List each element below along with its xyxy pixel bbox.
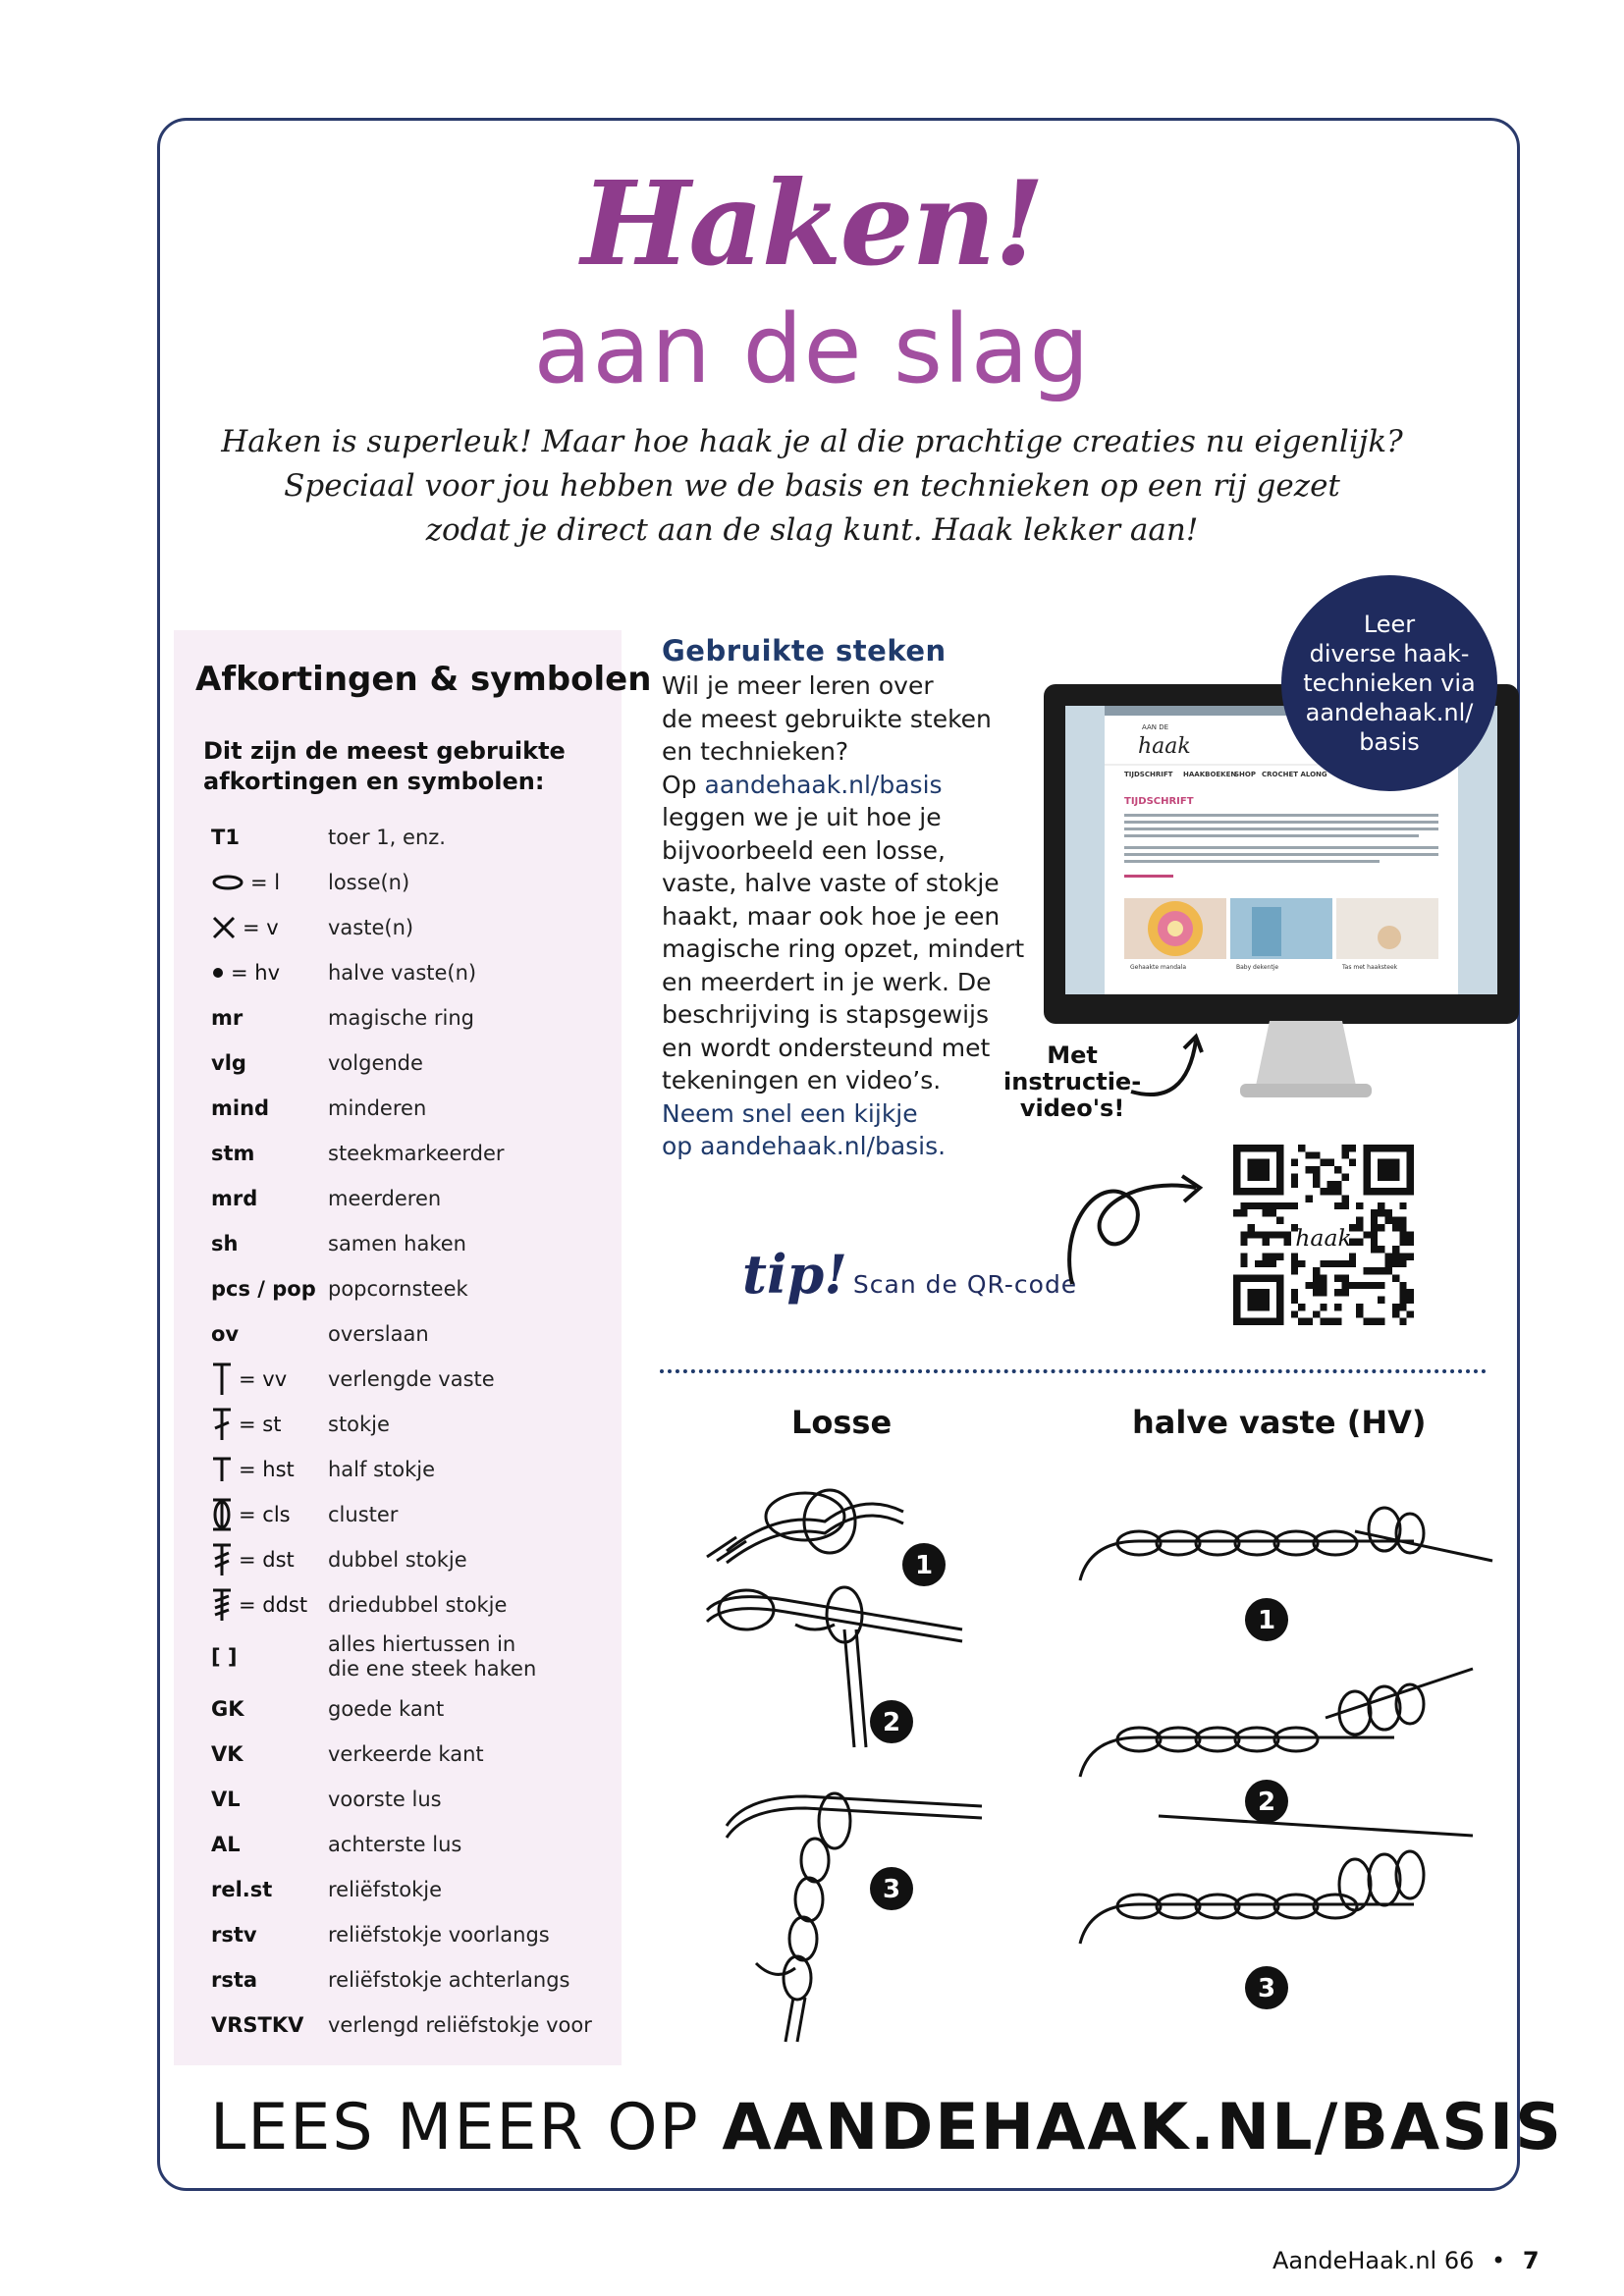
abbreviation-key	[211, 1582, 307, 1628]
abbreviation-meaning: popcornsteek	[328, 1276, 468, 1301]
abbreviation-meaning: driedubbel stokje	[328, 1592, 508, 1617]
abbreviation-key	[211, 1266, 316, 1311]
abbreviation-key	[211, 1176, 257, 1221]
abbreviation-meaning: verkeerde kant	[328, 1741, 484, 1766]
abbreviation-key	[211, 1221, 238, 1266]
abbreviation-key-text: pcs / pop	[211, 1277, 316, 1301]
abbreviation-key	[211, 860, 280, 905]
abbreviation-key	[211, 1732, 244, 1777]
steken-line: beschrijving is stapsgewijs	[662, 1000, 990, 1029]
site-heading: TIJDSCHRIFT	[1124, 796, 1194, 807]
abbreviation-row	[174, 1311, 622, 1357]
abbreviations-lead	[203, 736, 566, 797]
abbreviation-row	[174, 1686, 622, 1732]
abbreviation-row	[174, 815, 622, 860]
abbreviation-key	[211, 950, 280, 995]
abbreviations-panel	[174, 630, 652, 2065]
abbreviation-meaning: meerderen	[328, 1186, 442, 1210]
abbreviation-row	[174, 1822, 622, 1867]
abbreviation-meaning: cluster	[328, 1502, 399, 1526]
abbreviation-key	[211, 1912, 257, 1957]
abbreviation-meaning: minderen	[328, 1095, 427, 1120]
abbreviation-key	[211, 1086, 269, 1131]
dotted-divider	[660, 1369, 1487, 1373]
t-one-slash-icon	[211, 1407, 239, 1442]
step-number: 1	[1257, 1606, 1276, 1635]
steken-line: tekeningen en video’s.	[662, 1066, 942, 1095]
abbreviation-meaning: achterste lus	[328, 1832, 462, 1856]
page-subtitle: aan de slag	[533, 294, 1091, 404]
steken-link[interactable]: Neem snel een kijkje	[662, 1098, 918, 1128]
abbreviation-row	[174, 860, 622, 905]
dot-icon	[211, 966, 231, 980]
intro-text	[216, 420, 1408, 553]
abbreviation-key	[211, 1628, 238, 1686]
abbreviation-row	[174, 1041, 622, 1086]
losse-diagram	[687, 1453, 1041, 2052]
abbreviation-key-text: = v	[243, 916, 279, 939]
abbreviation-key	[211, 1686, 244, 1732]
monitor-stand	[1240, 1021, 1372, 1099]
abbreviation-key-text: = hst	[239, 1458, 295, 1481]
badge-line: Leer	[1363, 611, 1416, 638]
abbreviation-meaning-line: die ene steek haken	[328, 1657, 537, 1681]
abbreviation-key-text: mr	[211, 1006, 244, 1030]
abbreviation-row	[174, 1732, 622, 1777]
abbreviation-key	[211, 1311, 239, 1357]
abbreviation-row	[174, 1957, 622, 2002]
abbreviation-key	[211, 995, 243, 1041]
abbreviation-row	[174, 1221, 622, 1266]
abbreviation-key	[211, 1777, 241, 1822]
step-number: 3	[1257, 1974, 1276, 2003]
abbreviation-key-text: [ ]	[211, 1645, 238, 1669]
abbreviation-key-text: stm	[211, 1142, 255, 1165]
steken-line	[662, 1130, 1074, 1163]
abbreviation-key	[211, 1957, 257, 2002]
abbreviation-row	[174, 1492, 622, 1537]
badge-line: basis	[1359, 728, 1420, 756]
abbreviation-key-text: ov	[211, 1322, 240, 1346]
abbreviation-row	[174, 1537, 622, 1582]
abbreviation-meaning: half stokje	[328, 1457, 436, 1481]
steken-line: vaste, halve vaste of stokje	[662, 869, 1000, 897]
video-label-line: video's!	[1019, 1095, 1125, 1122]
footer-separator: •	[1491, 2247, 1506, 2274]
site-logo-top: AAN DE	[1142, 723, 1169, 731]
abbreviation-key-text: mrd	[211, 1187, 258, 1210]
abbreviation-meaning: reliëfstokje achterlangs	[328, 1967, 570, 1992]
intro-line: zodat je direct aan de slag kunt. Haak lekker aan!	[425, 512, 1199, 548]
video-label	[1003, 1042, 1141, 1122]
abbreviation-key-text: rstv	[211, 1923, 257, 1947]
abbreviation-row	[174, 1266, 622, 1311]
abbreviation-key-text: = cls	[239, 1503, 291, 1526]
abbreviation-key-text: = st	[239, 1413, 282, 1436]
abbreviation-meaning: samen haken	[328, 1231, 466, 1255]
steken-line: bijvoorbeeld een losse,	[662, 835, 946, 865]
abbreviation-key-text: sh	[211, 1232, 239, 1255]
abbreviation-meaning: goede kant	[328, 1696, 445, 1721]
footer-callout	[210, 2091, 1563, 2164]
abbreviation-row	[174, 905, 622, 950]
abbreviation-meaning: stokje	[328, 1412, 390, 1436]
abbreviations-heading: Afkortingen & symbolen	[195, 660, 652, 699]
cluster-icon	[211, 1497, 239, 1532]
cross-icon	[211, 915, 243, 940]
page-footer	[1272, 2247, 1540, 2274]
abbreviation-key-text: rsta	[211, 1968, 258, 1992]
abbreviation-key-text: T1	[211, 826, 240, 849]
abbreviation-row	[174, 1402, 622, 1447]
abbreviation-key	[211, 1537, 295, 1582]
hv-title: halve vaste (HV)	[1132, 1404, 1427, 1441]
abbreviation-row	[174, 1777, 622, 1822]
abbreviation-meaning: toer 1, enz.	[328, 825, 446, 849]
abbreviation-meaning: magische ring	[328, 1005, 474, 1030]
intro-line: Haken is superleuk! Maar hoe haak je al die prachtige creaties nu eigenlijk?	[221, 424, 1403, 459]
video-label-line: Met	[1047, 1041, 1098, 1069]
abbreviation-key	[211, 1131, 254, 1176]
abbreviation-key-text: = ddst	[239, 1593, 308, 1617]
footer-pre: LEES MEER OP	[210, 2091, 723, 2164]
abbreviation-meaning: voorste lus	[328, 1787, 442, 1811]
abbreviation-row	[174, 2002, 622, 2048]
tip-label: tip!	[742, 1243, 847, 1306]
tip-text: Scan de QR-code	[852, 1270, 1078, 1299]
steken-link[interactable]: op aandehaak.nl/basis.	[662, 1132, 947, 1160]
page-number: 7	[1522, 2247, 1540, 2274]
tall-t-icon	[211, 1362, 239, 1397]
abbreviation-row	[174, 1176, 622, 1221]
step-number: 3	[882, 1875, 901, 1904]
abbreviation-key	[211, 1492, 291, 1537]
abbreviation-row	[174, 1086, 622, 1131]
abbreviation-key	[211, 1822, 241, 1867]
abbreviation-key	[211, 1402, 281, 1447]
lead-line: Dit zijn de meest gebruikte	[203, 737, 566, 765]
site-card-label: Baby dekentje	[1236, 964, 1279, 971]
abbreviation-row	[174, 1357, 622, 1402]
abbreviation-meaning: vaste(n)	[328, 915, 414, 939]
abbreviation-row	[174, 1912, 622, 1957]
loop-arrow-icon	[1058, 1166, 1216, 1294]
tip-callout	[742, 1243, 1077, 1306]
abbreviation-meaning: verlengde vaste	[328, 1366, 495, 1391]
badge-line: diverse haak-	[1309, 640, 1470, 667]
abbreviation-row	[174, 950, 622, 995]
chain-oval-icon	[211, 872, 250, 893]
magazine-issue: AandeHaak.nl 66	[1272, 2247, 1475, 2274]
site-menu-item: HAAKBOEKEN	[1183, 771, 1237, 778]
site-menu-item: TIJDSCHRIFT	[1124, 771, 1173, 778]
steken-line: en wordt ondersteund met	[662, 1033, 991, 1062]
steken-line: Wil je meer leren over	[662, 671, 934, 700]
abbreviation-meaning: steekmarkeerder	[328, 1141, 505, 1165]
steken-heading: Gebruikte steken	[662, 634, 947, 667]
abbreviation-key-text: GK	[211, 1697, 244, 1721]
badge-line: aandehaak.nl/	[1305, 699, 1474, 726]
abbreviation-key-text: = l	[250, 871, 281, 894]
abbreviation-meaning	[328, 1628, 536, 1686]
abbreviation-key-text: = dst	[239, 1548, 295, 1572]
video-label-line: instructie-	[1003, 1068, 1142, 1095]
badge-line: technieken via	[1303, 669, 1476, 697]
abbreviation-row	[174, 995, 622, 1041]
step-number: 2	[882, 1708, 901, 1737]
abbreviation-row	[174, 1582, 622, 1628]
abbreviation-key-text: vlg	[211, 1051, 246, 1075]
site-card-label: Gehaakte mandala	[1130, 964, 1187, 971]
steken-link[interactable]: aandehaak.nl/basis	[704, 770, 943, 799]
t-two-slash-icon	[211, 1542, 239, 1577]
lead-line: afkortingen en symbolen:	[203, 768, 545, 795]
abbreviation-meaning: reliëfstokje voorlangs	[328, 1922, 550, 1947]
steken-line: leggen we je uit hoe je	[662, 803, 942, 831]
curved-arrow-icon	[1127, 1031, 1206, 1109]
abbreviation-key-text: = hv	[231, 961, 281, 985]
site-card-label: Tas met haaksteek	[1342, 964, 1398, 971]
abbreviation-key	[211, 905, 279, 950]
t-icon	[211, 1456, 239, 1483]
steken-line: magische ring opzet, mindert	[662, 934, 1025, 963]
abbreviation-row	[174, 1131, 622, 1176]
site-logo: haak	[1138, 734, 1191, 759]
abbreviation-meaning: halve vaste(n)	[328, 960, 477, 985]
learn-badge	[1281, 575, 1497, 791]
t-three-slash-icon	[211, 1587, 239, 1623]
abbreviation-row	[174, 1628, 622, 1686]
qr-code	[1233, 1145, 1414, 1325]
abbreviation-key	[211, 1041, 246, 1086]
step-number: 1	[914, 1551, 934, 1580]
abbreviation-key-text: VRSTKV	[211, 2013, 304, 2037]
abbreviation-meaning: reliëfstokje	[328, 1877, 443, 1901]
abbreviation-meaning: volgende	[328, 1050, 423, 1075]
abbreviation-key	[211, 815, 240, 860]
abbreviation-key-text: = vv	[239, 1367, 288, 1391]
abbreviation-key	[211, 1447, 295, 1492]
abbreviation-row	[174, 1867, 622, 1912]
svg-text:haak: haak	[1295, 1224, 1352, 1253]
site-menu-item: SHOP	[1234, 771, 1256, 778]
steken-line	[662, 769, 1074, 802]
page-title: Haken!	[580, 155, 1044, 292]
steken-line: en meerdert in je werk. De	[662, 967, 992, 996]
steken-line: haakt, maar ook hoe je een	[662, 901, 1001, 931]
abbreviation-key	[211, 1867, 272, 1912]
abbreviation-key-text: VK	[211, 1742, 244, 1766]
abbreviation-key-text: VL	[211, 1788, 241, 1811]
site-menu-item: CROCHET ALONG	[1262, 771, 1327, 778]
footer-link[interactable]: AANDEHAAK.NL/BASIS	[722, 2091, 1564, 2164]
hv-diagram	[1060, 1472, 1502, 2022]
abbreviation-key-text: mind	[211, 1096, 270, 1120]
abbreviation-key	[211, 2002, 303, 2048]
intro-line: Speciaal voor jou hebben we de basis en technieken op een rij gezet	[284, 468, 1340, 504]
abbreviation-meaning: overslaan	[328, 1321, 429, 1346]
abbreviation-meaning: dubbel stokje	[328, 1547, 467, 1572]
steken-line: en technieken?	[662, 737, 849, 766]
abbreviation-key-text: AL	[211, 1833, 241, 1856]
abbreviation-key-text: rel.st	[211, 1878, 273, 1901]
abbreviation-meaning-line: alles hiertussen in	[328, 1632, 516, 1656]
abbreviation-row	[174, 1447, 622, 1492]
abbreviation-meaning: verlengd reliëfstokje voor	[328, 2012, 592, 2037]
abbreviation-meaning: losse(n)	[328, 870, 410, 894]
steken-line: de meest gebruikte steken	[662, 704, 992, 733]
losse-title: Losse	[791, 1404, 893, 1441]
step-number: 2	[1257, 1788, 1276, 1817]
steken-text: Op	[662, 770, 705, 799]
abbreviation-key	[211, 1357, 287, 1402]
